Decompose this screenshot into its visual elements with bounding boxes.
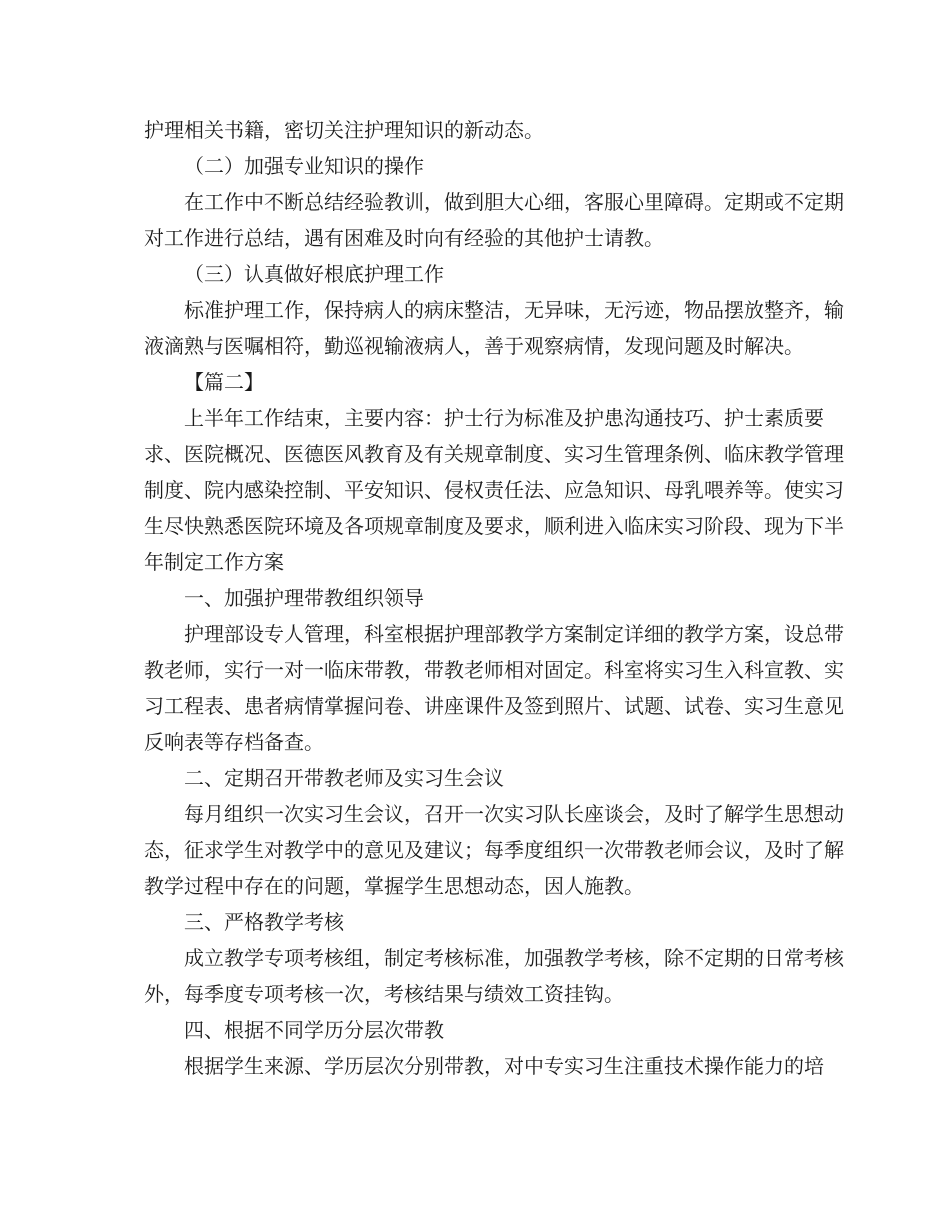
- paragraph-line: 态，征求学生对教学中的意见及建议；每季度组织一次带教老师会议，及时了解: [144, 838, 844, 862]
- section-heading: 一、加强护理带教组织领导: [184, 586, 424, 610]
- paragraph-line: 外，每季度专项考核一次，考核结果与绩效工资挂钩。: [144, 982, 624, 1006]
- paragraph-line: 标准护理工作，保持病人的病床整洁，无异味，无污迹，物品摆放整齐，输: [184, 298, 844, 322]
- paragraph-line: 教老师，实行一对一临床带教，带教老师相对固定。科室将实习生入科宣教、实: [144, 658, 844, 682]
- paragraph-line: 液滴熟与医嘱相符，勤巡视输液病人，善于观察病情，发现问题及时解决。: [144, 334, 804, 358]
- section-heading: （三）认真做好根底护理工作: [184, 262, 444, 286]
- paragraph-line: 在工作中不断总结经验教训，做到胆大心细，客服心里障碍。定期或不定期: [184, 190, 844, 214]
- paragraph-line: 成立教学专项考核组，制定考核标准，加强教学考核，除不定期的日常考核: [184, 946, 844, 970]
- paragraph-line: 根据学生来源、学历层次分别带教，对中专实习生注重技术操作能力的培: [184, 1054, 824, 1078]
- paragraph-line: 对工作进行总结，遇有困难及时向有经验的其他护士请教。: [144, 226, 664, 250]
- paragraph-line: 制度、院内感染控制、平安知识、侵权责任法、应急知识、母乳喂养等。使实习: [144, 478, 844, 502]
- paragraph-line: 年制定工作方案: [144, 550, 284, 574]
- paragraph-line: 生尽快熟悉医院环境及各项规章制度及要求，顺利进入临床实习阶段、现为下半: [144, 514, 844, 538]
- paragraph-line: 习工程表、患者病情掌握问卷、讲座课件及签到照片、试题、试卷、实习生意见: [144, 694, 844, 718]
- paragraph-line: 上半年工作结束，主要内容：护士行为标准及护患沟通技巧、护士素质要: [184, 406, 824, 430]
- paragraph-line: 求、医院概况、医德医风教育及有关规章制度、实习生管理条例、临床教学管理: [144, 442, 844, 466]
- paragraph-line: 护理部设专人管理，科室根据护理部教学方案制定详细的教学方案，设总带: [184, 622, 844, 646]
- section-heading: 三、严格教学考核: [184, 910, 344, 934]
- section-heading: 二、定期召开带教老师及实习生会议: [184, 766, 504, 790]
- paragraph-line: 反响表等存档备查。: [144, 730, 324, 754]
- section-heading: 四、根据不同学历分层次带教: [184, 1018, 444, 1042]
- paragraph-line: 护理相关书籍，密切关注护理知识的新动态。: [144, 118, 544, 142]
- section-heading: （二）加强专业知识的操作: [184, 154, 424, 178]
- document-body: [144, 112, 844, 1084]
- paragraph-line: 每月组织一次实习生会议，召开一次实习队长座谈会，及时了解学生思想动: [184, 802, 844, 826]
- paragraph-line: 教学过程中存在的问题，掌握学生思想动态，因人施教。: [144, 874, 644, 898]
- part-heading: 【篇二】: [184, 370, 264, 394]
